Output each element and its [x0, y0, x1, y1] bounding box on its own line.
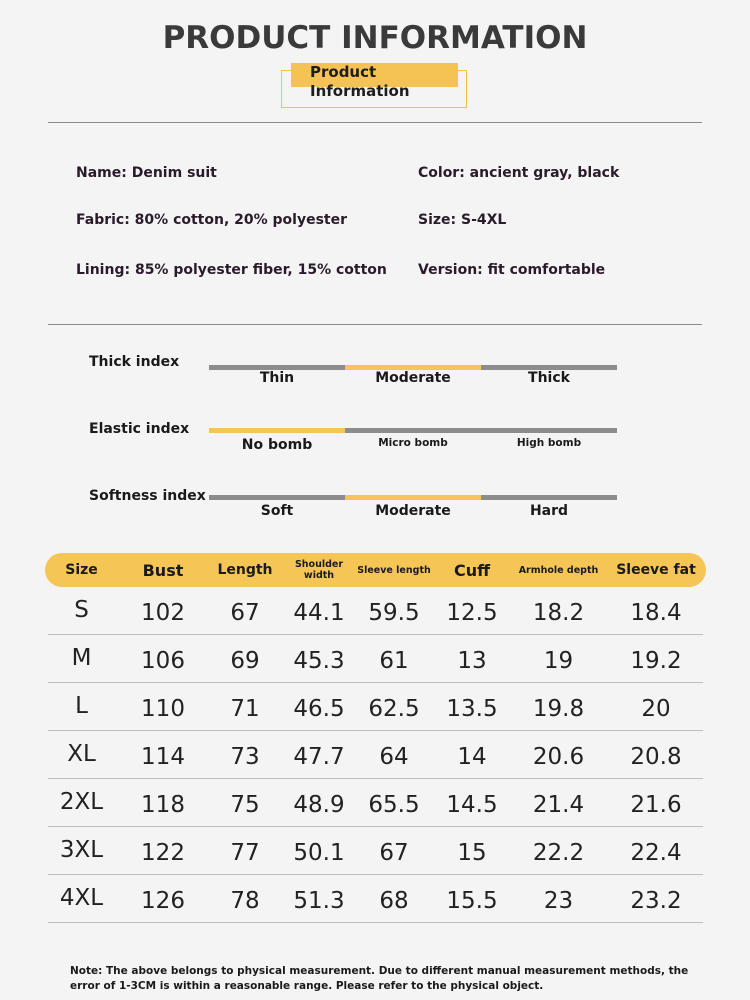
header-cell: Cuff: [453, 560, 491, 580]
table-cell: 3XL: [59, 837, 104, 863]
badge-line-2: Information: [310, 82, 410, 100]
table-cell: 126: [141, 888, 185, 914]
row-divider: [48, 682, 703, 683]
table-cell: 61: [379, 648, 409, 674]
spec-lining: Lining: 85% polyester fiber, 15% cotton: [76, 262, 387, 278]
index-bar-segment: [209, 495, 345, 500]
table-cell: 18.4: [630, 600, 682, 626]
index-bar-segment: [481, 495, 617, 500]
header-cell: Bust: [142, 560, 184, 580]
table-cell: 67: [379, 840, 409, 866]
table-cell: 48.9: [293, 792, 345, 818]
index-bar-selected: [209, 428, 345, 433]
table-cell: 114: [141, 744, 185, 770]
table-cell: 118: [141, 792, 185, 818]
table-cell: 45.3: [293, 648, 345, 674]
table-cell: 19.2: [630, 648, 682, 674]
index-option-label: Soft: [260, 503, 294, 519]
table-cell: 46.5: [293, 696, 345, 722]
index-option-label: Moderate: [375, 503, 451, 519]
table-cell: 18.2: [532, 600, 585, 626]
table-cell: 51.3: [293, 888, 345, 914]
table-cell: XL: [67, 741, 96, 767]
table-cell: 14.5: [446, 792, 498, 818]
divider-top: [48, 122, 702, 123]
table-cell: 102: [141, 600, 185, 626]
table-cell: 59.5: [368, 600, 420, 626]
table-cell: 23: [543, 888, 574, 914]
table-cell: 15: [457, 840, 487, 866]
table-cell: 122: [141, 840, 185, 866]
table-cell: 23.2: [630, 888, 682, 914]
badge-line-1: Product: [310, 63, 377, 81]
table-cell: 21.4: [532, 792, 585, 818]
table-cell: 62.5: [368, 696, 420, 722]
table-cell: 21.6: [630, 792, 682, 818]
table-cell: 22.2: [532, 840, 585, 866]
table-cell: 4XL: [59, 885, 104, 911]
spec-version: Version: fit comfortable: [418, 262, 606, 278]
spec-fabric: Fabric: 80% cotton, 20% polyester: [76, 212, 348, 228]
table-cell: S: [74, 597, 89, 623]
divider-middle: [48, 324, 702, 325]
table-cell: 77: [230, 840, 260, 866]
index-option-label: Hard: [529, 503, 569, 519]
table-cell: 14: [457, 744, 487, 770]
table-cell: 65.5: [368, 792, 420, 818]
table-cell: 106: [141, 648, 185, 674]
table-cell: 13: [457, 648, 487, 674]
index-bar-selected: [345, 495, 481, 500]
table-cell: 19: [543, 648, 574, 674]
table-cell: 47.7: [293, 744, 345, 770]
table-cell: 50.1: [293, 840, 345, 866]
measurement-note: Note: The above belongs to physical measurement. Due to different manual measurement methods, the error of 1-3CM is within a reasonable range. Please refer to the physical object.: [70, 965, 689, 992]
index-label: Thick index: [89, 354, 180, 370]
table-cell: 15.5: [446, 888, 498, 914]
row-divider: [48, 874, 703, 875]
table-cell: 71: [230, 696, 260, 722]
index-option-label: Thin: [259, 370, 295, 386]
table-cell: 75: [230, 792, 260, 818]
table-cell: 68: [379, 888, 409, 914]
header-cell: Size: [65, 561, 98, 578]
table-cell: 73: [230, 744, 260, 770]
table-cell: 20.8: [630, 744, 682, 770]
page-title: PRODUCT INFORMATION: [162, 20, 588, 56]
section-badge: [310, 63, 460, 101]
row-divider: [48, 634, 703, 635]
index-option-label: Moderate: [375, 370, 451, 386]
table-cell: L: [75, 693, 88, 719]
table-cell: 19.8: [532, 696, 585, 722]
header-cell: Sleeve length: [357, 564, 431, 576]
table-cell: 20.6: [532, 744, 585, 770]
header-cell: Shoulder width: [294, 559, 344, 581]
row-divider: [48, 778, 703, 779]
spec-color: Color: ancient gray, black: [418, 165, 620, 181]
table-cell: 44.1: [293, 600, 345, 626]
header-cell: Armhole depth: [518, 564, 599, 576]
table-cell: 12.5: [446, 600, 498, 626]
row-divider: [48, 826, 703, 827]
table-cell: 78: [230, 888, 260, 914]
table-cell: 22.4: [630, 840, 682, 866]
index-label: Softness index: [89, 488, 206, 504]
table-cell: 64: [379, 744, 409, 770]
header-cell: Length: [217, 561, 273, 578]
index-bar-segment: [345, 428, 481, 433]
table-cell: 13.5: [446, 696, 498, 722]
table-cell: 2XL: [59, 789, 104, 815]
row-divider: [48, 922, 703, 923]
index-option-label: High bomb: [516, 437, 582, 449]
table-cell: M: [71, 645, 92, 671]
table-cell: 67: [230, 600, 260, 626]
row-divider: [48, 730, 703, 731]
table-cell: 110: [141, 696, 185, 722]
index-label: Elastic index: [89, 421, 190, 437]
index-option-label: No bomb: [241, 437, 313, 453]
table-cell: 20: [641, 696, 671, 722]
spec-name: Name: Denim suit: [76, 165, 217, 181]
index-option-label: Micro bomb: [378, 437, 448, 449]
index-bar-segment: [481, 428, 617, 433]
index-option-label: Thick: [528, 370, 570, 386]
header-cell: Sleeve fat: [616, 561, 696, 578]
table-cell: 69: [230, 648, 260, 674]
spec-size: Size: S-4XL: [418, 212, 507, 228]
